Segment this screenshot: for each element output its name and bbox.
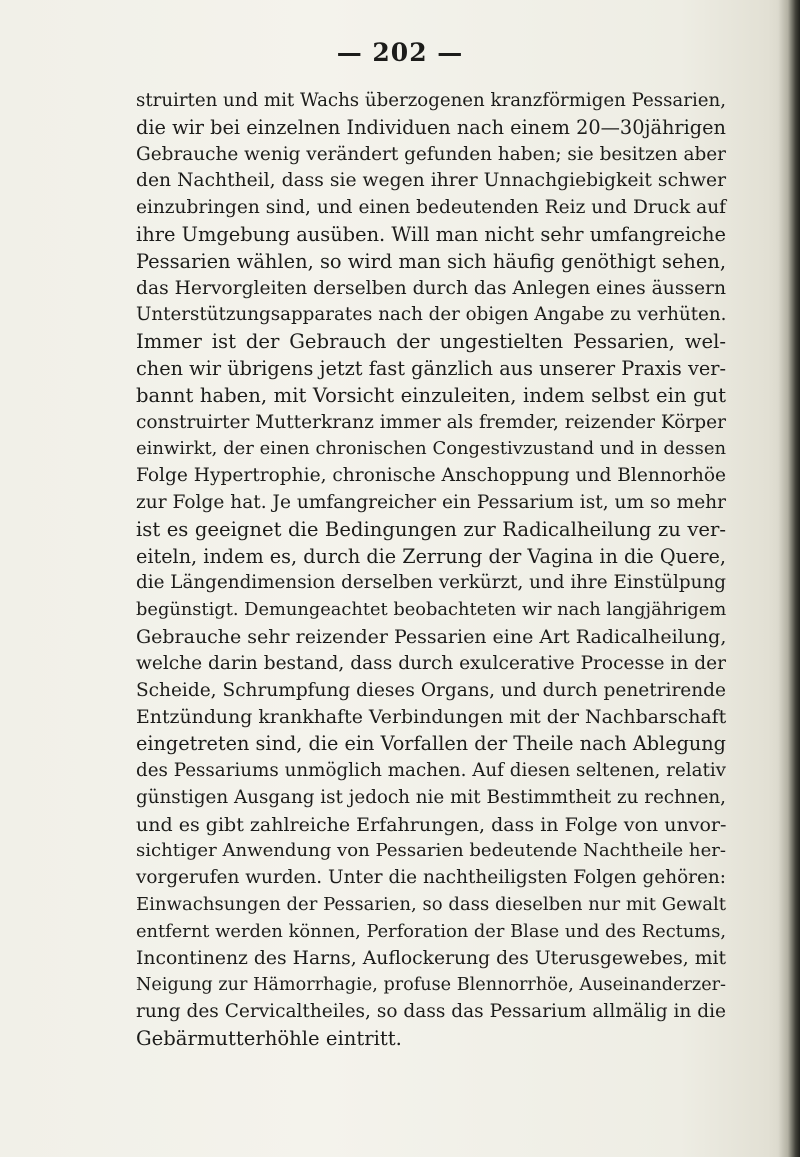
text-line: Incontinenz des Harns, Auflockerung des Uterusgewebes, mit — [136, 947, 726, 969]
body-text — [136, 88, 726, 1053]
text-line: Folge Hypertrophie, chronische Anschoppung und Blennorhöe — [136, 465, 726, 487]
text-line: den Nachtheil, dass sie wegen ihrer Unnachgiebigkeit schwer — [136, 170, 726, 192]
text-line: Immer ist der Gebrauch der ungestielten Pessarien, wel- — [136, 330, 726, 354]
text-line: Unterstützungsapparates nach der obigen Angabe zu verhüten. — [136, 304, 727, 326]
text-line: einwirkt, der einen chronischen Congestivzustand und in dessen — [136, 438, 726, 460]
text-line: zur Folge hat. Je umfangreicher ein Pessarium ist, um so mehr — [136, 491, 726, 513]
text-line: entfernt werden können, Perforation der Blase und des Rectums, — [136, 920, 726, 942]
text-line: Einwachsungen der Pessarien, so dass dieselben nur mit Gewalt — [136, 893, 726, 915]
text-line: des Pessariums unmöglich machen. Auf diesen seltenen, relativ — [136, 759, 726, 781]
text-line: eingetreten sind, die ein Vorfallen der Theile nach Ablegung — [136, 732, 726, 756]
text-line: construirter Mutterkranz immer als fremder, reizender Körper — [136, 411, 726, 433]
text-line: die Längendimension derselben verkürzt, und ihre Einstülpung — [136, 572, 726, 594]
text-line: eiteln, indem es, durch die Zerrung der Vagina in die Quere, — [136, 544, 726, 568]
text-line: Entzündung krankhafte Verbindungen mit der Nachbarschaft — [136, 706, 727, 729]
text-line: und es gibt zahlreiche Erfahrungen, dass in Folge von unvor- — [136, 813, 727, 836]
text-line: begünstigt. Demungeachtet beobachteten wir nach langjährigem — [136, 599, 727, 621]
text-line: rung des Cervicaltheiles, so dass das Pessarium allmälig in die — [136, 1001, 726, 1023]
text-line: chen wir übrigens jetzt fast gänzlich aus unserer Praxis ver- — [136, 356, 726, 380]
text-line: ihre Umgebung ausüben. Will man nicht sehr umfangreiche — [136, 222, 726, 246]
text-line: günstigen Ausgang ist jedoch nie mit Bestimmtheit zu rechnen, — [136, 786, 726, 808]
text-line: Gebrauche sehr reizender Pessarien eine Art Radicalheilung, — [136, 625, 727, 648]
text-line: die wir bei einzelnen Individuen nach einem 20—30jährigen — [136, 115, 726, 139]
text-line: ist es geeignet die Bedingungen zur Radicalheilung zu ver- — [136, 517, 726, 541]
text-line: welche darin bestand, dass durch exulcerative Processe in der — [136, 652, 726, 674]
text-line: vorgerufen wurden. Unter die nachtheiligsten Folgen gehören: — [136, 867, 726, 889]
text-line: Neigung zur Hämorrhagie, profuse Blennorrhöe, Auseinanderzer- — [136, 975, 726, 996]
text-line: Gebrauche wenig verändert gefunden haben; sie besitzen aber — [136, 143, 726, 165]
text-line: sichtiger Anwendung von Pessarien bedeutende Nachtheile her- — [136, 840, 726, 862]
text-line: das Hervorgleiten derselben durch das Anlegen eines äussern — [136, 277, 726, 299]
text-line: Gebärmutterhöhle eintritt. — [136, 1026, 402, 1050]
text-line: Pessarien wählen, so wird man sich häufig genöthigt sehen, — [136, 249, 726, 273]
page-number-header: — 202 — — [336, 38, 464, 67]
text-line: bannt haben, mit Vorsicht einzuleiten, indem selbst ein gut — [136, 383, 726, 407]
text-line: Scheide, Schrumpfung dieses Organs, und durch penetrirende — [136, 679, 726, 701]
text-line: struirten und mit Wachs überzogenen kranzförmigen Pessarien, — [136, 90, 726, 111]
page-edge-shadow — [778, 0, 800, 1157]
text-line: einzubringen sind, und einen bedeutenden Reiz und Druck auf — [136, 197, 726, 219]
